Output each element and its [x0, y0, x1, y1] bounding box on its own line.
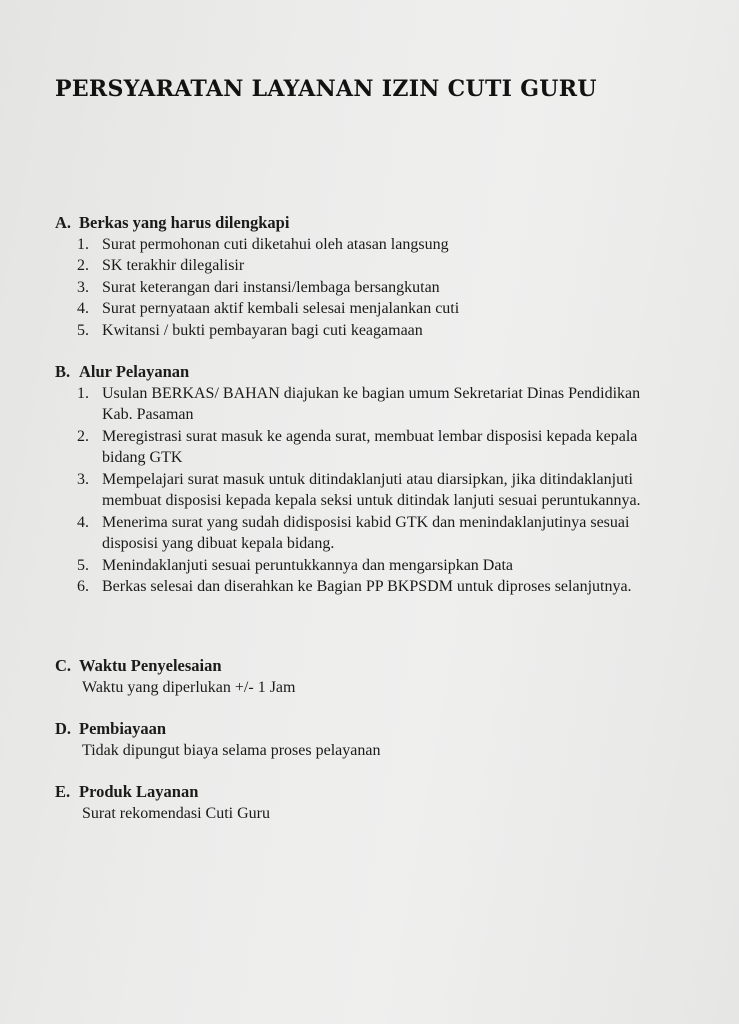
section-d-heading: D. Pembiayaan — [55, 719, 167, 738]
section-a-list — [55, 234, 705, 342]
list-item: 6. Berkas selesai dan diserahkan ke Bagian PP BKPSDM untuk diproses selanjutnya. — [77, 578, 632, 595]
section-c-heading: C. Waktu Penyelesaian — [55, 656, 222, 675]
list-item: 2. Meregistrasi surat masuk ke agenda surat, membuat lembar disposisi kepada kepala bidang GTK — [77, 427, 638, 466]
section-a-heading: A. Berkas yang harus dilengkapi — [55, 213, 290, 232]
list-item: 5. Kwitansi / bukti pembayaran bagi cuti keagamaan — [77, 321, 423, 339]
section-b-list — [55, 383, 667, 598]
list-item: 2. SK terakhir dilegalisir — [77, 257, 245, 274]
section-b — [55, 361, 667, 598]
list-item: 1. Surat permohonan cuti diketahui oleh atasan langsung — [77, 235, 449, 253]
section-d — [55, 718, 705, 761]
section-e — [55, 781, 705, 824]
list-item: 3. Mempelajari surat masuk untuk ditindaklanjuti atau diarsipkan, jika ditindaklanjuti membuat disposisi kepada kepala seksi untuk ditindak lanjuti sesuai peruntukannya. — [77, 470, 641, 509]
section-e-heading: E. Produk Layanan — [55, 782, 199, 801]
list-item: 4. Surat pernyataan aktif kembali selesai menjalankan cuti — [77, 300, 460, 317]
list-item: 5. Menindaklanjuti sesuai peruntukkannya dan mengarsipkan Data — [77, 556, 513, 574]
document-title: PERSYARATAN LAYANAN IZIN CUTI GURU — [55, 76, 597, 102]
section-c-body: Waktu yang diperlukan +/- 1 Jam — [82, 678, 296, 696]
list-item: 1. Usulan BERKAS/ BAHAN diajukan ke bagian umum Sekretariat Dinas Pendidikan Kab. Pasaman — [77, 384, 641, 423]
section-e-body: Surat rekomendasi Cuti Guru — [82, 804, 270, 822]
list-item: 4. Menerima surat yang sudah didisposisi kabid GTK dan menindaklanjutinya sesuai disposisi yang dibuat kepala bidang. — [77, 513, 630, 552]
section-a — [55, 212, 705, 341]
section-d-body: Tidak dipungut biaya selama proses pelayanan — [82, 741, 381, 759]
list-item: 3. Surat keterangan dari instansi/lembaga bersangkutan — [77, 278, 440, 296]
section-b-heading: B. Alur Pelayanan — [55, 362, 190, 381]
section-c — [55, 655, 705, 698]
